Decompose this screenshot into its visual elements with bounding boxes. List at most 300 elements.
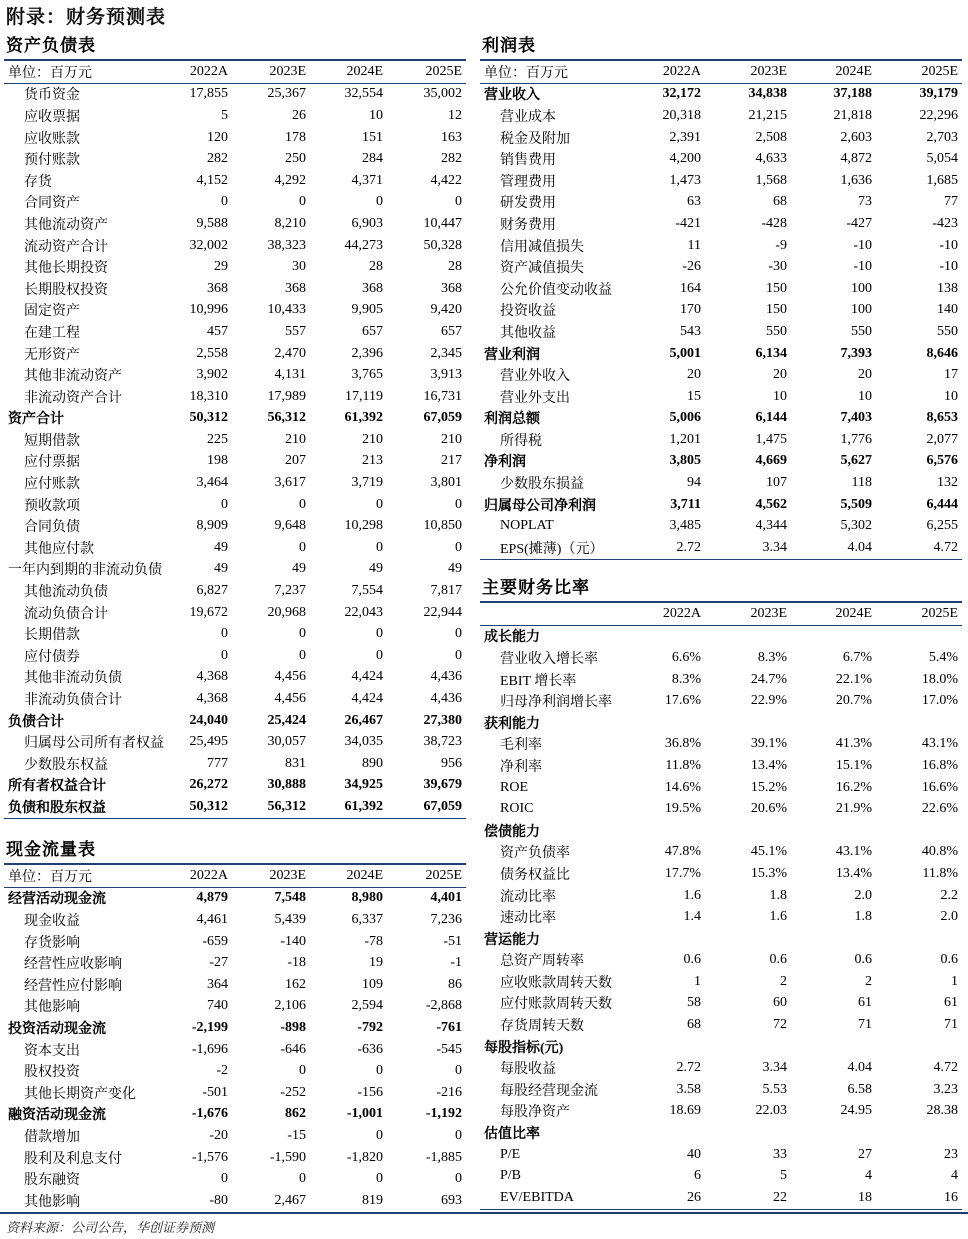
cell-value: 207 — [285, 453, 306, 469]
cell-value: 22.9% — [750, 693, 787, 709]
table-row — [480, 842, 962, 864]
cell-value: 22,043 — [344, 604, 383, 620]
cell-value: 10,850 — [423, 518, 462, 534]
header-row — [480, 61, 962, 83]
table-row — [480, 971, 962, 993]
table-row — [4, 623, 466, 645]
cell-value: 11.8% — [665, 757, 701, 773]
cell-value: 6,576 — [926, 453, 958, 469]
cell-value: -421 — [675, 215, 701, 231]
cell-value: 25,367 — [267, 86, 306, 102]
cell-value: 16 — [876, 1187, 962, 1209]
cell-value: 8.3% — [671, 671, 701, 687]
table-row — [4, 909, 466, 931]
row-label: 归母净利润增长率 — [500, 695, 612, 711]
cell-value: 41.3% — [835, 736, 872, 752]
cell-value: 27,380 — [423, 712, 462, 728]
cell-value: 3,913 — [430, 367, 462, 383]
cell-value: -156 — [357, 1084, 383, 1100]
cell-value — [705, 820, 791, 842]
cell-value: 657 — [441, 323, 462, 339]
table-row — [4, 148, 466, 170]
unit-label: 单位：百万元 — [4, 865, 154, 887]
cell-value: 39,679 — [423, 777, 462, 793]
table-row — [4, 235, 466, 257]
cell-value: -20 — [209, 1127, 228, 1143]
cell-value: 28 — [369, 259, 383, 275]
cell-value: 0 — [455, 1127, 462, 1143]
row-label: 经营性应付影响 — [24, 978, 122, 994]
table-row — [480, 451, 962, 473]
cell-value: 657 — [362, 323, 383, 339]
cell-value: 67,059 — [423, 410, 462, 426]
cell-value: 11.8% — [922, 865, 958, 881]
cell-value: 5,302 — [840, 518, 872, 534]
table-row — [480, 429, 962, 451]
cell-value: 831 — [285, 755, 306, 771]
cell-value: 4,371 — [351, 172, 383, 188]
cell-value: 5,439 — [274, 911, 306, 927]
cell-value: 4,456 — [274, 691, 306, 707]
cell-value: 10,433 — [267, 302, 306, 318]
cell-value: 0 — [299, 496, 306, 512]
cell-value: 49 — [369, 561, 383, 577]
year-header: 2025E — [876, 603, 962, 625]
cell-value: 0 — [455, 1063, 462, 1079]
cell-value: 368 — [362, 280, 383, 296]
cell-value: 17 — [944, 367, 958, 383]
row-label: 资本支出 — [24, 1043, 80, 1059]
cell-value: 10 — [369, 107, 383, 123]
cell-value: 20,318 — [662, 107, 701, 123]
cell-value: -51 — [443, 933, 462, 949]
cell-value: 43.1% — [921, 736, 958, 752]
cell-value: 164 — [680, 280, 701, 296]
cell-value: 3,719 — [351, 475, 383, 491]
cell-value: 17.6% — [664, 693, 701, 709]
table-row — [4, 559, 466, 581]
table-row — [4, 472, 466, 494]
table-row — [480, 105, 962, 127]
cell-value: 4 — [865, 1168, 872, 1184]
row-label: 财务费用 — [500, 217, 556, 233]
table-row — [480, 364, 962, 386]
cell-value — [876, 712, 962, 734]
cell-value: 2,077 — [926, 431, 958, 447]
year-header: 2023E — [232, 61, 310, 83]
year-header: 2024E — [791, 61, 876, 83]
cell-value: 32,002 — [189, 237, 228, 253]
cell-value: 0 — [299, 194, 306, 210]
table-row — [480, 1101, 962, 1123]
table-row — [4, 515, 466, 537]
cell-value: 819 — [310, 1190, 387, 1212]
cell-value: 2,396 — [351, 345, 383, 361]
cell-value: 2.72 — [676, 1060, 701, 1076]
cell-value: 16.6% — [921, 779, 958, 795]
table-row — [480, 256, 962, 278]
cell-value: 21,818 — [833, 107, 872, 123]
cell-value — [620, 625, 705, 647]
header-row — [480, 603, 962, 625]
cell-value: 22 — [705, 1187, 791, 1209]
cell-value: 17.7% — [664, 865, 701, 881]
table-row — [480, 734, 962, 756]
cell-value: 740 — [207, 998, 228, 1014]
unit-label: 单位：百万元 — [4, 61, 154, 83]
balance-sheet-panel — [4, 33, 466, 819]
cell-value: 163 — [441, 129, 462, 145]
cell-value: 22.1% — [835, 671, 872, 687]
cell-value: -15 — [287, 1127, 306, 1143]
cell-value: 49 — [292, 561, 306, 577]
cell-value: 18,310 — [189, 388, 228, 404]
cell-value: 550 — [937, 323, 958, 339]
table-row — [4, 364, 466, 386]
table-row — [4, 952, 466, 974]
cell-value — [876, 928, 962, 950]
cell-value: 73 — [858, 194, 872, 210]
cell-value: 364 — [207, 976, 228, 992]
cell-value: 0.6 — [769, 952, 787, 968]
cell-value: 13.4% — [835, 865, 872, 881]
row-label: 利润总额 — [484, 412, 540, 428]
cell-value: 4,424 — [351, 669, 383, 685]
cell-value: 4,292 — [274, 172, 306, 188]
cell-value — [876, 820, 962, 842]
cell-value: 23 — [944, 1146, 958, 1162]
row-label: 其他影响 — [4, 1190, 154, 1212]
cell-value: 5,509 — [840, 496, 872, 512]
cell-value: 86 — [448, 976, 462, 992]
cell-value: -898 — [280, 1019, 306, 1035]
cell-value: 11 — [687, 237, 701, 253]
table-row — [480, 798, 962, 820]
header-row — [4, 61, 466, 83]
cell-value: 550 — [851, 323, 872, 339]
cell-value: 50,312 — [154, 796, 232, 818]
cell-value: 0 — [221, 647, 228, 663]
cell-value — [791, 820, 876, 842]
table-row — [480, 343, 962, 365]
cell-value: 7,817 — [430, 583, 462, 599]
ratios-panel — [480, 575, 962, 1210]
cell-value: 1.6 — [683, 887, 701, 903]
year-header: 2023E — [232, 865, 310, 887]
cell-value: 36.8% — [664, 736, 701, 752]
row-label: 债务权益比 — [500, 867, 570, 883]
cell-value: 151 — [362, 129, 383, 145]
cell-value: -1,192 — [425, 1106, 462, 1122]
cell-value: -1 — [450, 955, 462, 971]
table-row — [480, 1057, 962, 1079]
row-label: 应付账款周转天数 — [500, 997, 612, 1013]
table-row — [480, 712, 962, 734]
row-label: 其他收益 — [500, 325, 556, 341]
table-row — [4, 451, 466, 473]
cell-value: 56,312 — [267, 410, 306, 426]
cell-value: 3,801 — [430, 475, 462, 491]
header-row — [4, 865, 466, 887]
row-label: 长期借款 — [24, 628, 80, 644]
table-row — [4, 602, 466, 624]
cell-value: 862 — [285, 1106, 306, 1122]
row-label: EPS(摊薄)（元） — [480, 537, 620, 559]
row-label: ROIC — [500, 801, 534, 817]
table-row — [4, 710, 466, 732]
year-header: 2022A — [620, 61, 705, 83]
cell-value: 8,210 — [274, 215, 306, 231]
cell-value: -10 — [853, 259, 872, 275]
cell-value: 10 — [858, 388, 872, 404]
cell-value: 35,002 — [423, 86, 462, 102]
row-label: 其他应付款 — [24, 541, 94, 557]
row-label: 非流动负债合计 — [24, 693, 122, 709]
cell-value: 0.6 — [940, 952, 958, 968]
cell-value: -26 — [682, 259, 701, 275]
cell-value: 72 — [773, 1017, 787, 1033]
row-label: 预付账款 — [24, 153, 80, 169]
row-label: 投资活动现金流 — [8, 1021, 106, 1037]
cell-value: 49 — [448, 561, 462, 577]
cell-value: 0 — [376, 1171, 383, 1187]
cell-value: 6 — [694, 1168, 701, 1184]
table-row — [4, 974, 466, 996]
cell-value — [791, 712, 876, 734]
cell-value: 68 — [687, 1017, 701, 1033]
cell-value: 60 — [773, 995, 787, 1011]
row-label: 流动资产合计 — [24, 239, 108, 255]
cell-value: 3,711 — [670, 496, 701, 512]
row-label: 毛利率 — [500, 738, 542, 754]
cell-value: 24.7% — [750, 671, 787, 687]
cell-value — [620, 712, 705, 734]
cell-value: 0 — [299, 647, 306, 663]
row-label: 其他流动资产 — [24, 217, 108, 233]
row-label: 其他流动负债 — [24, 585, 108, 601]
row-label: 营业外收入 — [500, 369, 570, 385]
table-row — [4, 408, 466, 430]
table-row — [4, 537, 466, 559]
cell-value: 543 — [680, 323, 701, 339]
cell-value: 2,470 — [274, 345, 306, 361]
cell-value: 140 — [937, 302, 958, 318]
row-label: 其他长期投资 — [24, 261, 108, 277]
cell-value: -423 — [932, 215, 958, 231]
cell-value: -140 — [280, 933, 306, 949]
cell-value: 16.8% — [921, 757, 958, 773]
cell-value: 33 — [773, 1146, 787, 1162]
cell-value: 10,996 — [189, 302, 228, 318]
cell-value: 2.0 — [854, 887, 872, 903]
cell-value — [705, 712, 791, 734]
cell-value: 0 — [221, 626, 228, 642]
cell-value: 213 — [362, 453, 383, 469]
cell-value: 29 — [214, 259, 228, 275]
cell-value: 0 — [376, 647, 383, 663]
table-row — [480, 690, 962, 712]
cell-value: -78 — [364, 933, 383, 949]
row-label: 资产减值损失 — [500, 261, 584, 277]
table-row — [4, 775, 466, 797]
cell-value: 45.1% — [750, 844, 787, 860]
cell-value — [705, 1036, 791, 1058]
cell-value: 24.95 — [840, 1103, 872, 1119]
row-label: 应收账款 — [24, 131, 80, 147]
cell-value: 4,633 — [755, 151, 787, 167]
row-label: 合同负债 — [24, 520, 80, 536]
cell-value: 15 — [687, 388, 701, 404]
cell-value: -18 — [287, 955, 306, 971]
cell-value: 150 — [766, 280, 787, 296]
cell-value: 0 — [455, 1171, 462, 1187]
cell-value: 4,401 — [430, 890, 462, 906]
table-row — [480, 669, 962, 691]
table-row — [480, 993, 962, 1015]
cell-value — [791, 928, 876, 950]
table-row — [480, 820, 962, 842]
cell-value: 4.72 — [933, 1060, 958, 1076]
row-label: 资产合计 — [8, 412, 64, 428]
cell-value: 3.58 — [676, 1081, 701, 1097]
year-header: 2025E — [387, 865, 466, 887]
row-label: 股利及利息支付 — [24, 1151, 122, 1167]
cell-value: 77 — [944, 194, 958, 210]
cell-value — [791, 1036, 876, 1058]
cell-value: 26,272 — [189, 777, 228, 793]
table-row — [480, 755, 962, 777]
row-label: 营业外支出 — [500, 390, 570, 406]
table-row — [480, 1122, 962, 1144]
cell-value: 19 — [369, 955, 383, 971]
cell-value: 368 — [207, 280, 228, 296]
table-row — [480, 170, 962, 192]
cell-value: 8,646 — [926, 345, 958, 361]
cell-value: 2.72 — [620, 537, 705, 559]
cell-value: -428 — [761, 215, 787, 231]
row-label: 税金及附加 — [500, 131, 570, 147]
cell-value: 15.1% — [835, 757, 872, 773]
cell-value: 4,456 — [274, 669, 306, 685]
row-label: P/B — [500, 1168, 522, 1184]
row-label: 每股净资产 — [500, 1105, 570, 1121]
cell-value: 1,776 — [840, 431, 872, 447]
ratios-title: 主要财务比率 — [480, 575, 962, 603]
row-label: 信用减值损失 — [500, 239, 584, 255]
cell-value: 22,296 — [919, 107, 958, 123]
cell-value: 2 — [865, 973, 872, 989]
cell-value: 20.7% — [835, 693, 872, 709]
row-label: 其他非流动资产 — [24, 369, 122, 385]
row-label: 每股经营现金流 — [500, 1083, 598, 1099]
table-row — [4, 996, 466, 1018]
cell-value: -9 — [775, 237, 787, 253]
row-label: P/E — [500, 1146, 521, 1162]
table-row — [480, 83, 962, 105]
table-row — [480, 192, 962, 214]
cell-value: 3,617 — [274, 475, 306, 491]
cell-value: 38,723 — [423, 734, 462, 750]
cell-value: 27 — [858, 1146, 872, 1162]
cell-value: 28 — [448, 259, 462, 275]
table-row — [4, 731, 466, 753]
cell-value: 71 — [944, 1017, 958, 1033]
cell-value: 20,968 — [267, 604, 306, 620]
table-row — [480, 321, 962, 343]
cell-value: -10 — [939, 259, 958, 275]
table-row — [480, 408, 962, 430]
cell-value: 0 — [376, 1127, 383, 1143]
cell-value: 282 — [441, 151, 462, 167]
row-label: 其他影响 — [24, 1000, 80, 1016]
row-label: 净利率 — [500, 759, 542, 775]
table-row — [4, 1104, 466, 1126]
cell-value: 22.6% — [921, 801, 958, 817]
cell-value: 284 — [362, 151, 383, 167]
row-label: 每股收益 — [500, 1062, 556, 1078]
table-row — [4, 887, 466, 909]
cell-value: -1,885 — [425, 1149, 462, 1165]
balance-sheet-title: 资产负债表 — [4, 33, 466, 61]
cell-value: -216 — [436, 1084, 462, 1100]
cell-value: 9,648 — [274, 518, 306, 534]
cell-value: 9,905 — [351, 302, 383, 318]
row-label: 应付债券 — [24, 649, 80, 665]
cell-value: 0 — [455, 539, 462, 555]
cell-value: 5,001 — [669, 345, 701, 361]
cell-value: 109 — [362, 976, 383, 992]
cell-value: 3,485 — [669, 518, 701, 534]
table-row — [480, 647, 962, 669]
cell-value: 132 — [937, 475, 958, 491]
cell-value: 4,368 — [196, 691, 228, 707]
cell-value: 1,473 — [669, 172, 701, 188]
cell-value: 956 — [441, 755, 462, 771]
cell-value: -427 — [846, 215, 872, 231]
cell-value: 32,172 — [662, 86, 701, 102]
cell-value: 3,765 — [351, 367, 383, 383]
cell-value: 1,201 — [669, 431, 701, 447]
cell-value: 14.6% — [664, 779, 701, 795]
row-label: 一年内到期的非流动负债 — [8, 563, 162, 579]
cell-value: 8,980 — [351, 890, 383, 906]
cell-value: 6,903 — [351, 215, 383, 231]
table-row — [4, 429, 466, 451]
cell-value: 50,312 — [189, 410, 228, 426]
cell-value: 0 — [455, 496, 462, 512]
cell-value: 1.8 — [769, 887, 787, 903]
cell-value: 2,467 — [232, 1190, 310, 1212]
table-row — [480, 1079, 962, 1101]
cell-value: 4,436 — [430, 669, 462, 685]
cell-value: -1,696 — [191, 1041, 228, 1057]
cell-value: 0 — [455, 626, 462, 642]
year-header: 2022A — [154, 865, 232, 887]
cell-value: 61 — [858, 995, 872, 1011]
cell-value: 8.3% — [757, 649, 787, 665]
cell-value: -27 — [209, 955, 228, 971]
table-row — [480, 278, 962, 300]
row-label: 应收账款周转天数 — [500, 975, 612, 991]
cell-value — [620, 928, 705, 950]
row-label: 投资收益 — [500, 304, 556, 320]
cell-value: -10 — [853, 237, 872, 253]
row-label: 货币资金 — [24, 88, 80, 104]
cell-value: 1,475 — [755, 431, 787, 447]
cell-value: 61,392 — [344, 410, 383, 426]
cell-value: 8,653 — [926, 410, 958, 426]
cell-value: 15.2% — [750, 779, 787, 795]
